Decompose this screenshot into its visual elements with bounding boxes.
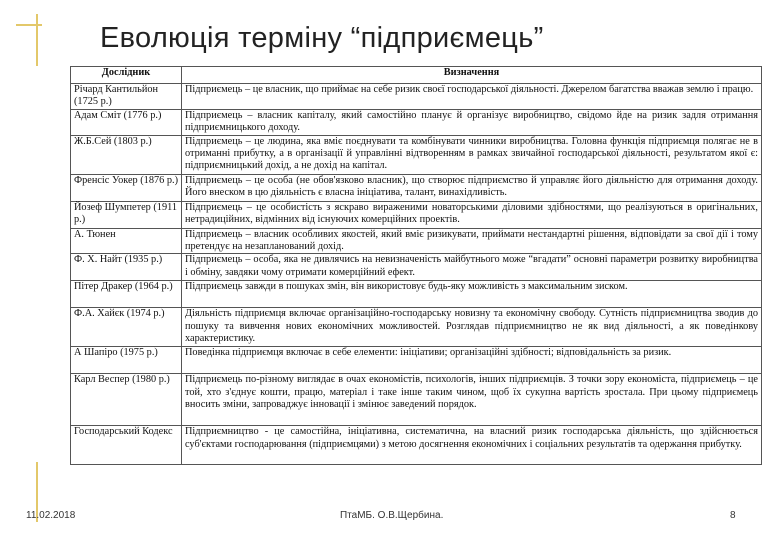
table-row bbox=[71, 308, 762, 347]
column-header-definition: Визначення bbox=[182, 67, 762, 84]
definitions-table bbox=[70, 66, 762, 465]
definition-cell: Підприємець по-різному виглядає в очах економістів, психологів, інших підприємців. З точки зору економіста, підприємець – це той, хто з'єднує кошти, працю, матеріал і таке інше таким чином, щоб їх сукупна вартість зростала. При цьому підприємець вносить зміни, запроваджує інновації і змінює заведений порядок. bbox=[182, 374, 762, 426]
table-header-row bbox=[71, 67, 762, 84]
researcher-cell: Карл Веспер (1980 р.) bbox=[71, 374, 182, 426]
table-row bbox=[71, 174, 762, 201]
researcher-cell: Господарський Кодекс bbox=[71, 426, 182, 465]
definition-cell: Підприємець – власник капіталу, який самостійно планує й організує виробництво, свідомо йде на ризик задля отримання підприємницького доходу. bbox=[182, 109, 762, 135]
definition-cell: Підприємець завжди в пошуках змін, він використовує будь-яку можливість з максимальним зиском. bbox=[182, 281, 762, 308]
footer-date: 11.02.2018 bbox=[26, 510, 76, 521]
definition-cell: Підприємець – власник особливих якостей, який вміє ризикувати, приймати нестандартні рішення, відповідати за свої дії і тому претендує на незапланований дохід. bbox=[182, 228, 762, 254]
table-row bbox=[71, 84, 762, 110]
table-row bbox=[71, 228, 762, 254]
researcher-cell: Ж.Б.Сей (1803 р.) bbox=[71, 135, 182, 174]
definition-cell: Підприємець – це людина, яка вміє поєднувати та комбінувати чинники виробництва. Головна функція підприємця полягає не в отриманні прибутку, а в організації й управлінні відтворенням в рамках звичайної господарської діяльності, результатом якої є: підприємницький дохід, а не дохід на капітал. bbox=[182, 135, 762, 174]
definition-cell: Підприємець – особа, яка не дивлячись на невизначеність майбутнього може “вгадати” основні параметри розвитку виробництва і обміну, завдяки чому отримати комерційний ефект. bbox=[182, 254, 762, 281]
table-row bbox=[71, 347, 762, 374]
definition-cell: Підприємець – це особистість з яскраво вираженими новаторськими діловими здібностями, що реалізуються в оригінальних, нетрадиційних, відмінних від існуючих комерційних проектів. bbox=[182, 201, 762, 228]
researcher-cell: А. Тюнен bbox=[71, 228, 182, 254]
researcher-cell: А Шапіро (1975 р.) bbox=[71, 347, 182, 374]
table-row bbox=[71, 109, 762, 135]
researcher-cell: Адам Сміт (1776 р.) bbox=[71, 109, 182, 135]
table-row bbox=[71, 426, 762, 465]
researcher-cell: Пітер Дракер (1964 р.) bbox=[71, 281, 182, 308]
definition-cell: Підприємець – це особа (не обов'язково власник), що створює підприємство й управляє його діяльністю для отримання доходу. Його внеском в цю діяльність є власна ініціатива, талант, винахідливість. bbox=[182, 174, 762, 201]
table-row bbox=[71, 254, 762, 281]
definition-cell: Підприємництво - це самостійна, ініціативна, систематична, на власний ризик господарська діяльність, що здійснюється суб'єктами господарювання (підприємцями) з метою досягнення економічних і соціальних результатів та одержання прибутку. bbox=[182, 426, 762, 465]
column-header-researcher: Дослідник bbox=[71, 67, 182, 84]
researcher-cell: Ф. Х. Найт (1935 р.) bbox=[71, 254, 182, 281]
researcher-cell: Річард Кантильйон (1725 р.) bbox=[71, 84, 182, 110]
table-row bbox=[71, 201, 762, 228]
researcher-cell: Йозеф Шумпетер (1911 р.) bbox=[71, 201, 182, 228]
table-row bbox=[71, 135, 762, 174]
researcher-cell: Ф.А. Хайєк (1974 р.) bbox=[71, 308, 182, 347]
definition-cell: Діяльність підприємця включає організаційно-господарську новизну та економічну свободу. Сутність підприємництва зводив до пошуку та вивчення нових економічних можливостей. Розглядав підприємництво не як вид діяльності, а як поведінкову характеристику. bbox=[182, 308, 762, 347]
researcher-cell: Френсіс Уокер (1876 р.) bbox=[71, 174, 182, 201]
table-row bbox=[71, 281, 762, 308]
definition-cell: Підприємець – це власник, що приймає на себе ризик своєї господарської діяльності. Джерелом багатства вважав землю і працю. bbox=[182, 84, 762, 110]
slide-title: Еволюція терміну “підприємець” bbox=[100, 22, 544, 54]
table-row bbox=[71, 374, 762, 426]
decorative-frame-line bbox=[36, 14, 38, 66]
decorative-frame-line bbox=[16, 24, 42, 26]
footer-page-number: 8 bbox=[730, 510, 736, 521]
definition-cell: Поведінка підприємця включає в себе елементи: ініціативи; організаційні здібності; відповідальність за ризик. bbox=[182, 347, 762, 374]
footer-author: ПтаМБ. О.В.Щербина. bbox=[340, 510, 444, 521]
